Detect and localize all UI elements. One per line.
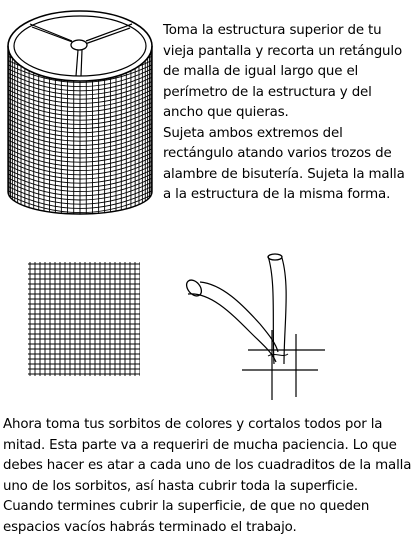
frame-center-ring bbox=[71, 40, 87, 50]
mesh-grid-illustration bbox=[28, 262, 140, 376]
instructions-top bbox=[163, 21, 415, 206]
instruction-step-2: Sujeta ambos extremos del rectángulo atando varios trozos de alambre de bisutería. Sujeta la malla a la estructura de la misma forma. bbox=[163, 125, 405, 202]
instruction-step-1: Toma la estructura superior de tu vieja pantalla y recorta un retángulo de malla de igual largo que el perímetro de la estructura y del ancho que quieras. bbox=[163, 23, 402, 120]
instruction-step-3: Ahora toma tus sorbitos de colores y cortalos todos por la mitad. Esta parte va a requeriri de mucha paciencia. Lo que debes hacer es atar a cada uno de los cuadraditos de la malla uno de los sorbitos, así hasta cubrir toda la superficie. bbox=[3, 417, 412, 494]
instructions-bottom bbox=[3, 415, 415, 538]
instruction-step-4: Cuando termines cubrir la superficie, de que no queden espacios vacíos habrás terminado el trabajo. bbox=[3, 499, 370, 535]
lampshade-mesh-illustration bbox=[0, 2, 160, 220]
straw-tied-illustration bbox=[180, 252, 330, 402]
